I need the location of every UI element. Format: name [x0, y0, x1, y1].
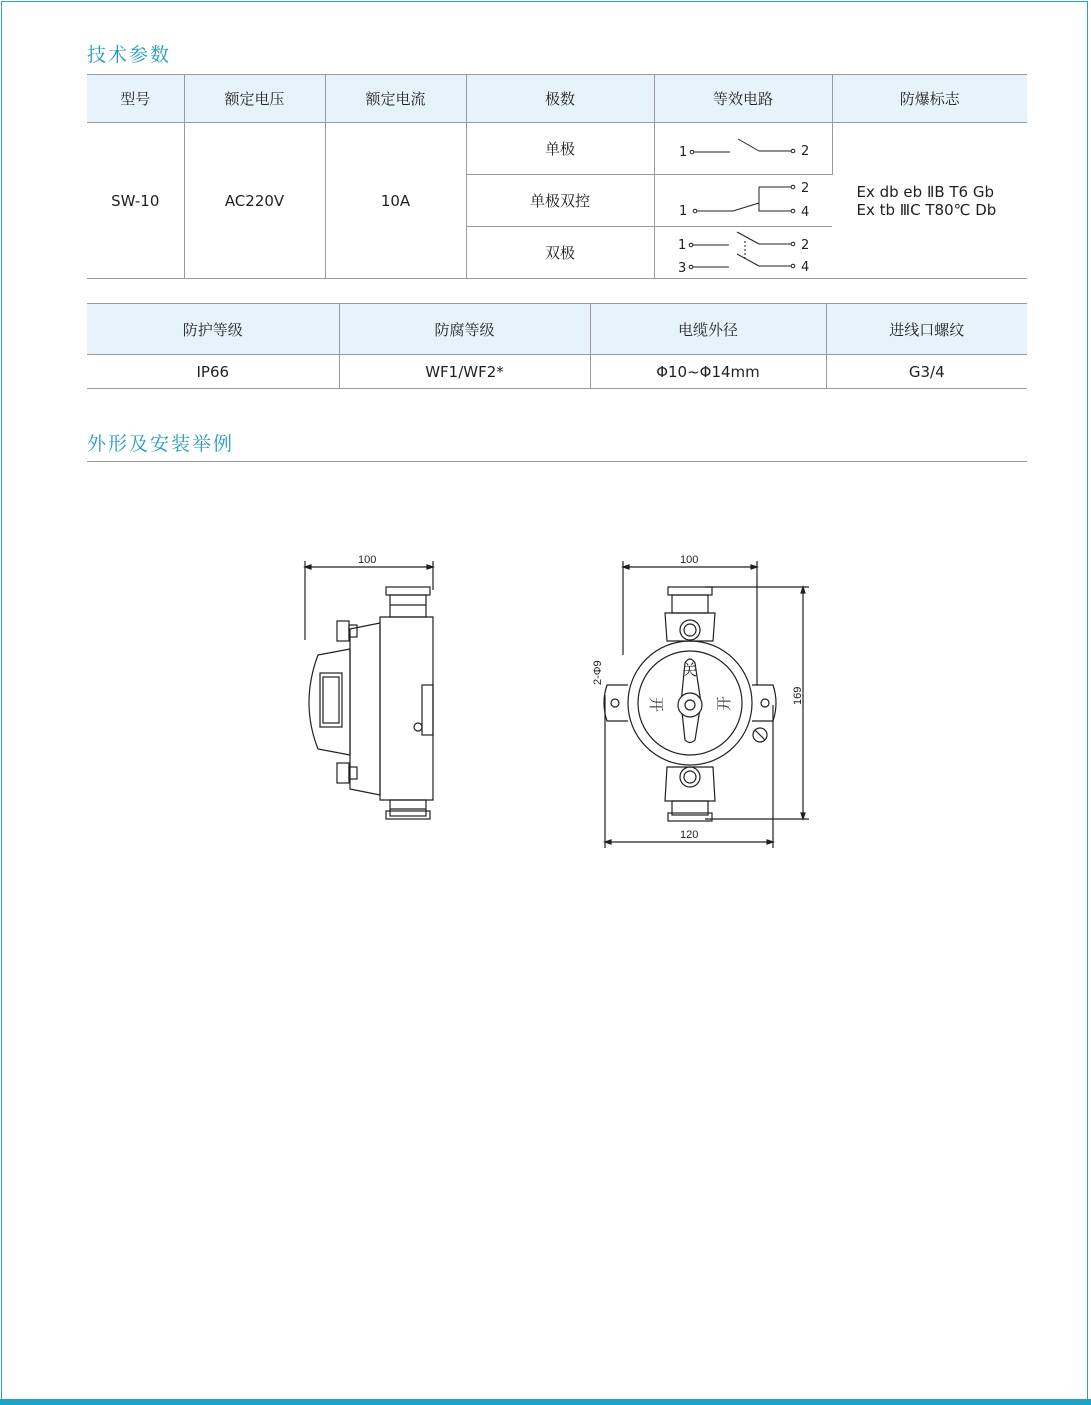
header-voltage: 额定电压: [184, 75, 325, 123]
circuit-single: [654, 123, 832, 175]
header-poles: 极数: [466, 75, 654, 123]
dim-front-height: 169: [792, 686, 804, 705]
section-title-appearance: 外形及安装举例: [87, 433, 235, 455]
marking-line-2: Ex tb ⅢC T80℃ Db: [856, 200, 997, 219]
cell-marking: [832, 123, 1027, 279]
cell-pole-dual-control: 单极双控: [466, 175, 654, 227]
bottom-bar: [0, 1399, 1091, 1405]
protection-table: [87, 303, 1027, 389]
switch-label-on: 关: [682, 661, 698, 679]
cell-thread: G3/4: [826, 355, 1027, 389]
circuit-label: 4: [800, 205, 809, 220]
circuit-label: 1: [678, 145, 687, 160]
header-cable-diameter: 电缆外径: [590, 304, 826, 355]
circuit-label: 3: [677, 261, 686, 276]
header-corrosion-rating: 防腐等级: [339, 304, 590, 355]
header-circuit: 等效电路: [654, 75, 832, 123]
cell-pole-double: 双极: [466, 227, 654, 279]
header-current: 额定电流: [325, 75, 466, 123]
header-marking: 防爆标志: [832, 75, 1027, 123]
switch-label-off-left: 开: [647, 697, 665, 713]
front-view-drawing: [585, 545, 815, 855]
dim-front-base: 120: [680, 829, 699, 841]
circuit-label: 1: [677, 238, 686, 253]
circuit-dual-control: [654, 175, 832, 227]
marking-line-1: Ex db eb ⅡB T6 Gb: [856, 182, 995, 201]
circuit-label: 4: [800, 260, 809, 275]
header-model: 型号: [87, 75, 184, 123]
header-thread: 进线口螺纹: [826, 304, 1027, 355]
dim-mount-holes: 2-Φ9: [592, 660, 604, 685]
switch-label-off-right: 开: [715, 695, 733, 711]
circuit-label: 1: [678, 204, 687, 219]
section-divider: [87, 461, 1027, 462]
cell-pole-single: 单极: [466, 123, 654, 175]
cell-model: SW-10: [87, 123, 184, 279]
circuit-label: 2: [800, 181, 809, 196]
cell-corrosion-rating: WF1/WF2*: [339, 355, 590, 389]
header-ip-rating: 防护等级: [87, 304, 339, 355]
spec-table: [87, 74, 1027, 279]
cell-current: 10A: [325, 123, 466, 279]
circuit-label: 2: [800, 238, 809, 253]
dim-front-width: 100: [680, 554, 699, 566]
cell-cable-diameter: Φ10~Φ14mm: [590, 355, 826, 389]
cell-ip-rating: IP66: [87, 355, 339, 389]
circuit-double: [654, 227, 832, 279]
dim-side-width: 100: [358, 554, 377, 566]
section-title-tech-params: 技术参数: [87, 44, 172, 66]
cell-voltage: AC220V: [184, 123, 325, 279]
circuit-label: 2: [800, 144, 809, 159]
side-view-drawing: [290, 545, 450, 835]
